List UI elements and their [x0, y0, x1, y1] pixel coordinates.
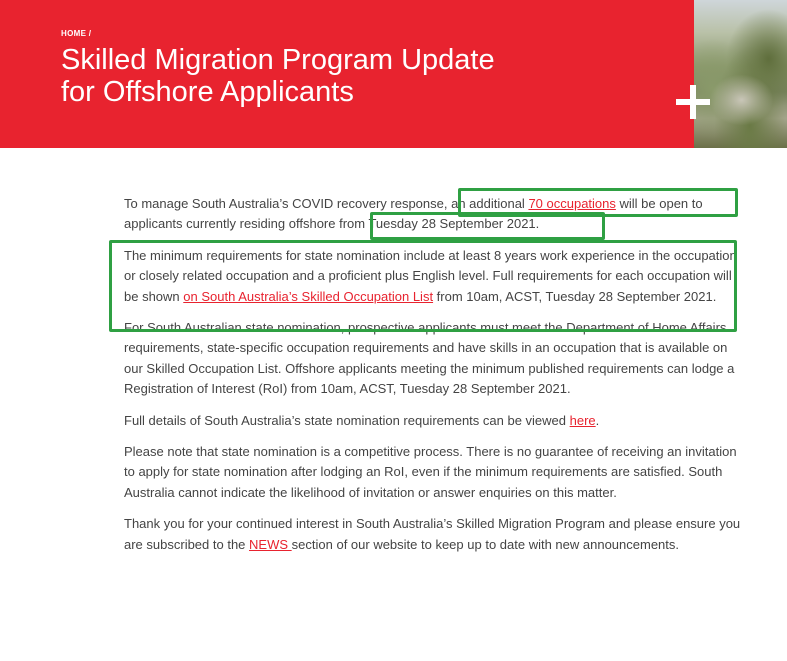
- article-body: [124, 194, 744, 566]
- paragraph-minimum-requirements: [124, 246, 744, 307]
- page-title-line-1: Skilled Migration Program Update: [61, 44, 495, 76]
- skilled-occupation-list-link[interactable]: on South Australia’s Skilled Occupation List: [183, 288, 434, 304]
- paragraph-text: from 10am, ACST, Tuesday 28 September 2021.: [433, 288, 717, 304]
- paragraph-competitive-process: Please note that state nomination is a competitive process. There is no guarantee of receiving an invitation to apply for state nomination after lodging an RoI, even if the minimum requirements are satisfied. South Australia cannot indicate the likelihood of invitation or answer enquiries on this matter.: [124, 444, 737, 500]
- occupations-link[interactable]: 70 occupations: [528, 196, 616, 211]
- paragraph-text: section of our website to keep up to date with new announcements.: [291, 536, 680, 552]
- page-hero: [0, 0, 787, 148]
- breadcrumb[interactable]: HOME /: [61, 29, 92, 38]
- paragraph-thank-you: [124, 514, 744, 555]
- paragraph-full-details: [124, 411, 744, 431]
- paragraph-text: The minimum requirements for state nomination include at least 8 years work experience in the occupation or closely related occupation and a proficient plus English level. Full requirements for each occupation will be shown: [124, 247, 737, 304]
- page-title: [61, 44, 581, 108]
- paragraph-occupations: [124, 194, 744, 235]
- here-link[interactable]: here: [569, 412, 596, 428]
- news-link[interactable]: NEWS: [249, 536, 292, 552]
- paragraph-text: will be open to applicants currently residing offshore from Tuesday 28 September 2021.: [124, 196, 703, 232]
- paragraph-text: Thank you for your continued interest in South Australia’s Skilled Migration Program and please ensure you are subscribed to the: [124, 516, 741, 552]
- paragraph-state-nomination: For South Australian state nomination, prospective applicants must meet the Department of Home Affairs requirements, state-specific occupation requirements and have skills in an occupation that is available on our Skilled Occupation List. Offshore applicants meeting the minimum published requirements can lodge a Registration of Interest (RoI) from 10am, ACST, Tuesday 28 September 2021.: [124, 320, 735, 397]
- plus-icon[interactable]: [676, 85, 710, 119]
- paragraph-text: To manage South Australia’s COVID recovery response, an additional: [124, 196, 529, 211]
- hero-landscape-image: [694, 0, 787, 148]
- paragraph-text: Full details of South Australia’s state nomination requirements can be viewed: [124, 412, 570, 428]
- paragraph-text: .: [595, 412, 600, 428]
- page-title-line-2: for Offshore Applicants: [61, 76, 354, 108]
